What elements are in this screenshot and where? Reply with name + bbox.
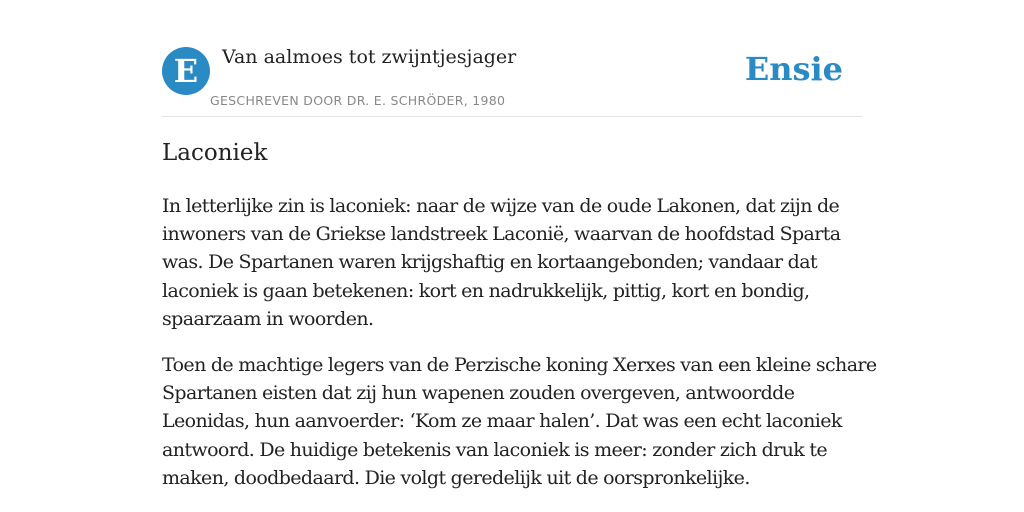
book-logo-icon[interactable]: E xyxy=(162,47,210,95)
header xyxy=(162,44,862,117)
entry-title: Laconiek xyxy=(162,140,268,166)
paragraph-2: Toen de machtige legers van de Perzische koning Xerxes van een kleine schare Spartanen eisten dat zij hun wapenen zouden overgeven, antwoordde Leonidas, hun aanvoerder: ‘Kom ze maar halen’. Dat was een echt laconiek antwoord. De huidige betekenis van laconiek is meer: zonder zich druk te maken, doodbedaard. Die volgt geredelijk uit de oorspronkelijke. xyxy=(162,354,877,489)
author-byline: GESCHREVEN DOOR DR. E. SCHRÖDER, 1980 xyxy=(210,93,506,108)
brand-logo[interactable]: Ensie xyxy=(744,50,843,88)
book-title-link[interactable]: Van aalmoes tot zwijntjesjager xyxy=(222,46,517,68)
entry-body xyxy=(162,192,882,510)
paragraph-1: In letterlijke zin is laconiek: naar de wijze van de oude Lakonen, dat zijn de inwoners van de Griekse landstreek Laconië, waarvan de hoofdstad Sparta was. De Spartanen waren krijgshaftig en kortaangebonden; vandaar dat laconiek is gaan betekenen: kort en nadrukkelijk, pittig, kort en bondig, spaarzaam in woorden. xyxy=(162,195,841,330)
